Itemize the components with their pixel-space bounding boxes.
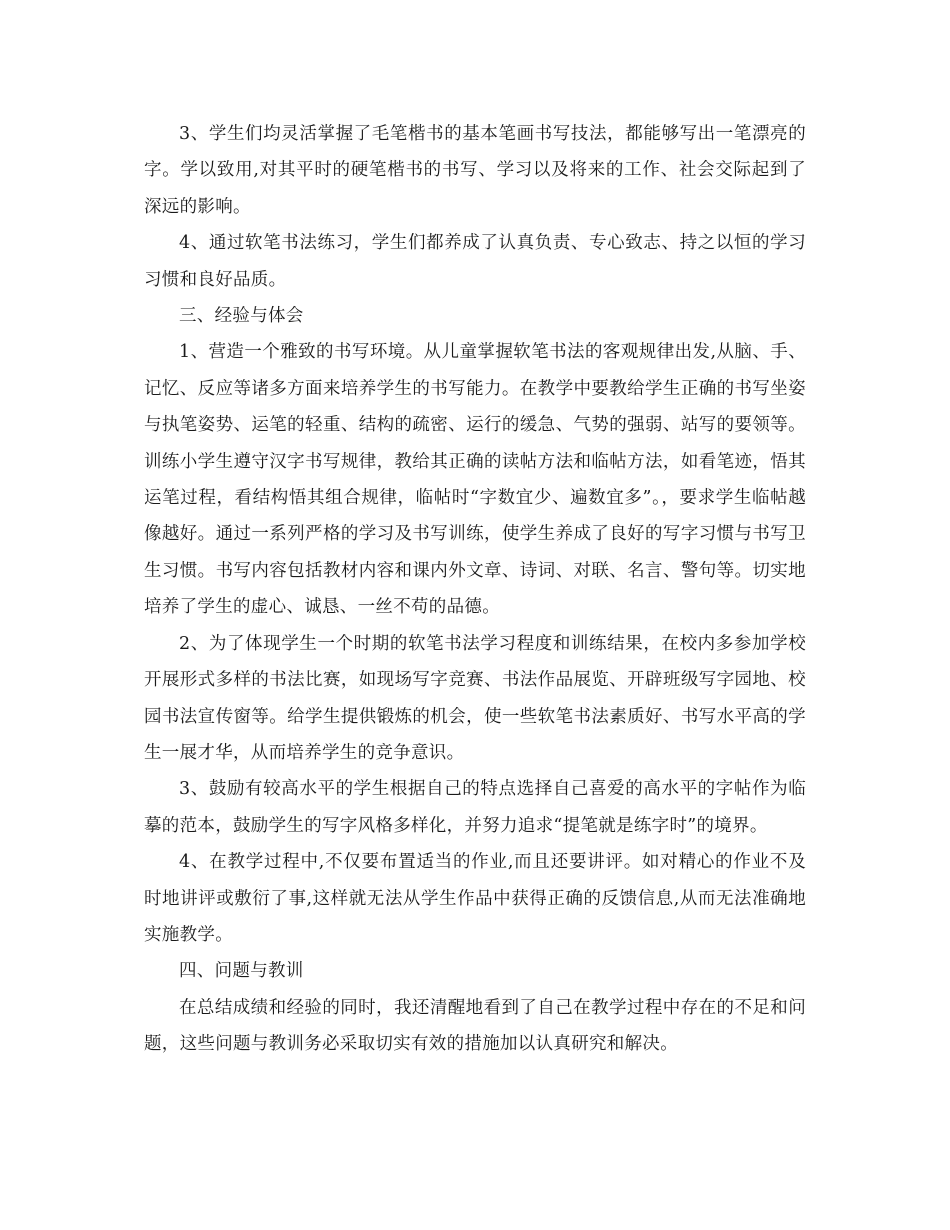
paragraph-experience-4: 4、在教学过程中,不仅要布置适当的作业,而且还要讲评。如对精心的作业不及时地讲评或敷衍了事,这样就无法从学生作品中获得正确的反馈信息,从而无法准确地实施教学。 — [144, 852, 806, 945]
paragraph-problems-intro: 在总结成绩和经验的同时，我还清醒地看到了自己在教学过程中存在的不足和问题，这些问题与教训务必采取切实有效的措施加以认真研究和解决。 — [144, 997, 806, 1055]
paragraph-experience-2: 2、为了体现学生一个时期的软笔书法学习程度和训练结果，在校内多参加学校开展形式多样的书法比赛，如现场写字竞赛、书法作品展览、开辟班级写字园地、校园书法宣传窗等。给学生提供锻炼的机会，使一些软笔书法素质好、书写水平高的学生一展才华，从而培养学生的竞争意识。 — [144, 633, 806, 763]
section-heading-problems: 四、问题与教训 — [179, 961, 304, 982]
paragraph-achievement-4: 4、通过软笔书法练习，学生们都养成了认真负责、专心致志、持之以恒的学习习惯和良好品质。 — [144, 233, 806, 290]
paragraph-experience-3: 3、鼓励有较高水平的学生根据自己的特点选择自己喜爱的高水平的字帖作为临摹的范本，鼓励学生的写字风格多样化，并努力追求“提笔就是练字时”的境界。 — [144, 779, 806, 836]
section-heading-experience: 三、经验与体会 — [179, 306, 304, 327]
paragraph-experience-1: 1、营造一个雅致的书写环境。从儿童掌握软笔书法的客观规律出发,从脑、手、记忆、反应等诸多方面来培养学生的书写能力。在教学中要教给学生正确的书写坐姿与执笔姿势、运笔的轻重、结构的疏密、运行的缓急、气势的强弱、站写的要领等。训练小学生遵守汉字书写规律，教给其正确的读帖方法和临帖方法，如看笔迹，悟其运笔过程，看结构悟其组合规律，临帖时“字数宜少、遍数宜多”。，要求学生临帖越像越好。通过一系列严格的学习及书写训练，使学生养成了良好的写字习惯与书写卫生习惯。书写内容包括教材内容和课内外文章、诗词、对联、名言、警句等。切实地培养了学生的虚心、诚恳、一丝不苟的品德。 — [144, 342, 806, 618]
document-body — [144, 116, 806, 1063]
paragraph-achievement-3: 3、学生们均灵活掌握了毛笔楷书的基本笔画书写技法，都能够写出一笔漂亮的字。学以致用,对其平时的硬笔楷书的书写、学习以及将来的工作、社会交际起到了深远的影响。 — [144, 124, 806, 217]
